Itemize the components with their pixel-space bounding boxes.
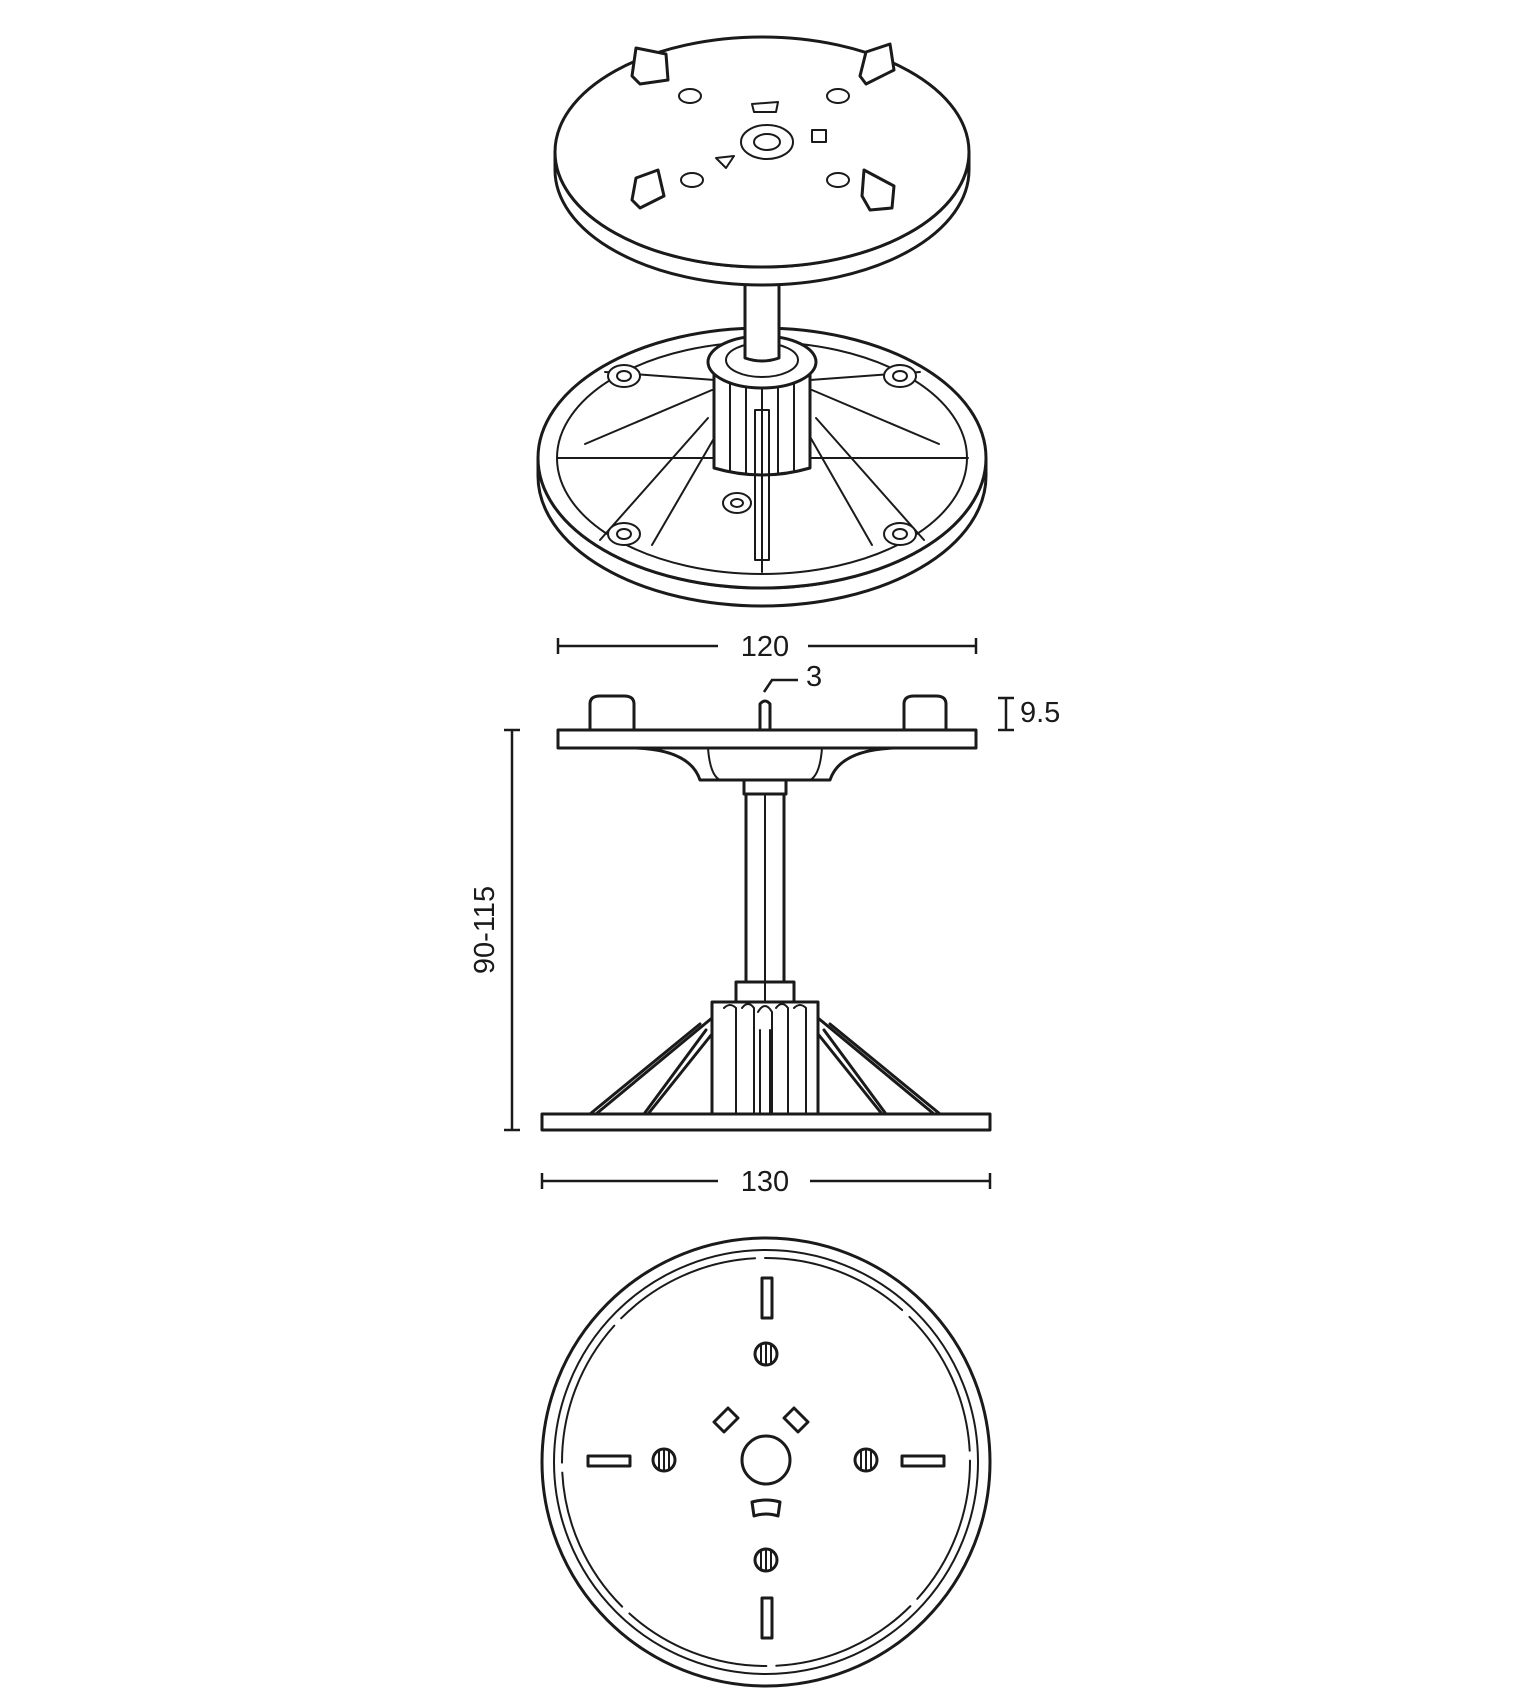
dimension-label-plate-thickness: 9.5	[1020, 697, 1061, 729]
dimension-label-pin: 3	[806, 661, 823, 693]
iso-head-plate	[555, 37, 969, 285]
dimension-label-height: 90-115	[469, 885, 501, 975]
iso-spacer-tab	[632, 48, 668, 84]
side-spacer-tab	[904, 696, 946, 730]
plan-screw-hole	[855, 1449, 877, 1471]
plan-slot	[902, 1456, 944, 1466]
side-base-plate	[542, 1114, 990, 1130]
plan-arc-slot	[752, 1500, 780, 1516]
side-head-plate	[558, 730, 976, 748]
dimension-plate-thickness	[998, 697, 1060, 730]
plan-view	[542, 1238, 990, 1686]
side-elevation-view	[542, 696, 990, 1130]
dimension-base-width	[542, 1166, 990, 1198]
plan-center-hole	[742, 1436, 790, 1484]
plan-slot	[762, 1598, 772, 1638]
side-spacer-tab	[590, 696, 634, 730]
dimension-top-width	[558, 631, 976, 663]
plan-screw-hole	[653, 1449, 675, 1471]
plan-slot	[762, 1278, 772, 1318]
plan-slot	[588, 1456, 630, 1466]
dimension-pin	[764, 661, 822, 693]
dimension-label-top-width: 120	[740, 631, 790, 663]
side-center-pin	[760, 701, 770, 730]
plan-screw-hole	[755, 1343, 777, 1365]
plan-screw-hole	[755, 1549, 777, 1571]
dimension-height	[469, 730, 520, 1130]
dimension-label-base-width: 130	[740, 1166, 790, 1198]
isometric-view	[538, 37, 986, 606]
